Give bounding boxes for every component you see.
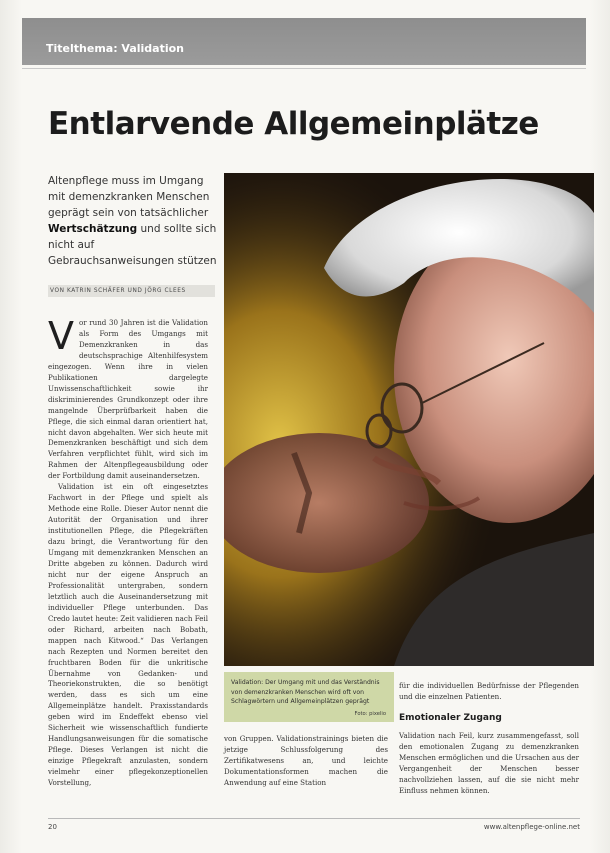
body-column-2: von Gruppen. Validationstrainings bieten die jetzige Schlussfolgerung des Zertifikatwesens an, und leichte Dokumentationsformen machen die Anwendung auf eine Station <box>224 734 388 787</box>
caption-text: Validation: Der Umgang mit und das Verständnis von demenzkranken Menschen wird oft von Schlagwörtern und Allgemeinplätzen geprägt <box>231 679 380 706</box>
lead-text-end: und sollte sich nicht auf Gebrauchsanweisungen stützen <box>48 223 217 267</box>
header-divider <box>22 68 586 69</box>
section-kicker: Titelthema: Validation <box>46 42 185 55</box>
byline: VON KATRIN SCHÄFER UND JÖRG CLEES <box>48 285 215 297</box>
body-paragraph-1: or rund 30 Jahren ist die Validation als Form des Umgangs mit Demenzkranken in das deutschsprachige Altenhilfesystem eingezogen. Wenn ihre in vielen Publikationen dargelegte Unwissenschaftlichkeit sowie ihr diskriminierendes Grundkonzept oder ihre mangelnde Überprüfbarkeit haben die Pflege, die sich einmal daran orientiert hat, nicht davon abgehalten. Wer sich heute mit Demenzkranken beschäftigt und sich dem Verfahren verpflichtet fühlt, wird sich im Rahmen der Altenpflegeausbildung oder der Fortbildung damit auseinandersetzen. <box>48 318 208 481</box>
subheading: Emotionaler Zugang <box>399 713 502 723</box>
photo-credit: Foto: pixelio <box>354 711 386 717</box>
photo-caption <box>224 672 394 722</box>
body-column-3-bottom: Validation nach Feil, kurz zusammengefasst, soll den emotionalen Zugang zu demenzkranken Menschen ermöglichen und die Ursachen aus der Vergangenheit der Menschen besser nachvollziehen lassen, auf die sie nicht mehr Einfluss nehmen können. <box>399 731 579 795</box>
article-title: Entlarvende Allgemeinplätze <box>48 106 539 142</box>
body-column-1 <box>48 318 208 818</box>
lead-emphasis: Wertschätzung <box>48 223 138 235</box>
article-photo <box>224 173 594 666</box>
body-paragraph-2: Validation ist ein oft eingesetztes Fachwort in der Pflege und spielt als Methode eine Rolle. Dieser Autor nennt die Autorität der Organisation und ihrer institutionellen Pflege, die Pflegekräften dazu bringt, die Verantwortung für den Umgang mit demenzkranken Menschen an Dritte abgeben zu können. Dadurch wird nicht nur der eigene Anspruch an Professionalität untergraben, sondern letztlich auch die Auseinandersetzung mit individueller Pflege unterbunden. Das Credo lautet heute: Zeit validieren nach Feil oder Richard, arbeiten nach Bobath, mappen nach Kitwood.“ Das Verlangen nach Rezepten und Normen bereitet den fruchtbaren Boden für die unkritische Übernahme von Gedanken- und Theoriekonstrukten, die so benötigt werden, dass es sich um eine Allgemeinplätze handelt. Praxisstandards geben wird im Endeffekt ebenso viel Sicherheit wie wissenschaftlich fundierte Handlungsanweisungen für die somatische Pflege. Dieses Verlangen ist nicht die einzige Pflegekraft anzulasten, sondern vielmehr einer pflegekonzeptionellen Vorstellung, <box>48 482 208 788</box>
lead-text-start: Altenpflege muss im Umgang mit demenzkranken Menschen geprägt sein von tatsächlicher <box>48 175 210 219</box>
section-header-band <box>22 18 586 65</box>
elderly-woman-photo-illustration <box>224 173 594 666</box>
page-number: 20 <box>48 823 57 831</box>
footer-url: www.altenpflege-online.net <box>483 823 580 831</box>
article-lead <box>48 173 218 269</box>
body-column-3-top: für die individuellen Bedürfnisse der Pflegenden und die einzelnen Patienten. <box>399 681 579 701</box>
footer-divider <box>48 818 580 819</box>
drop-cap: V <box>48 318 74 358</box>
